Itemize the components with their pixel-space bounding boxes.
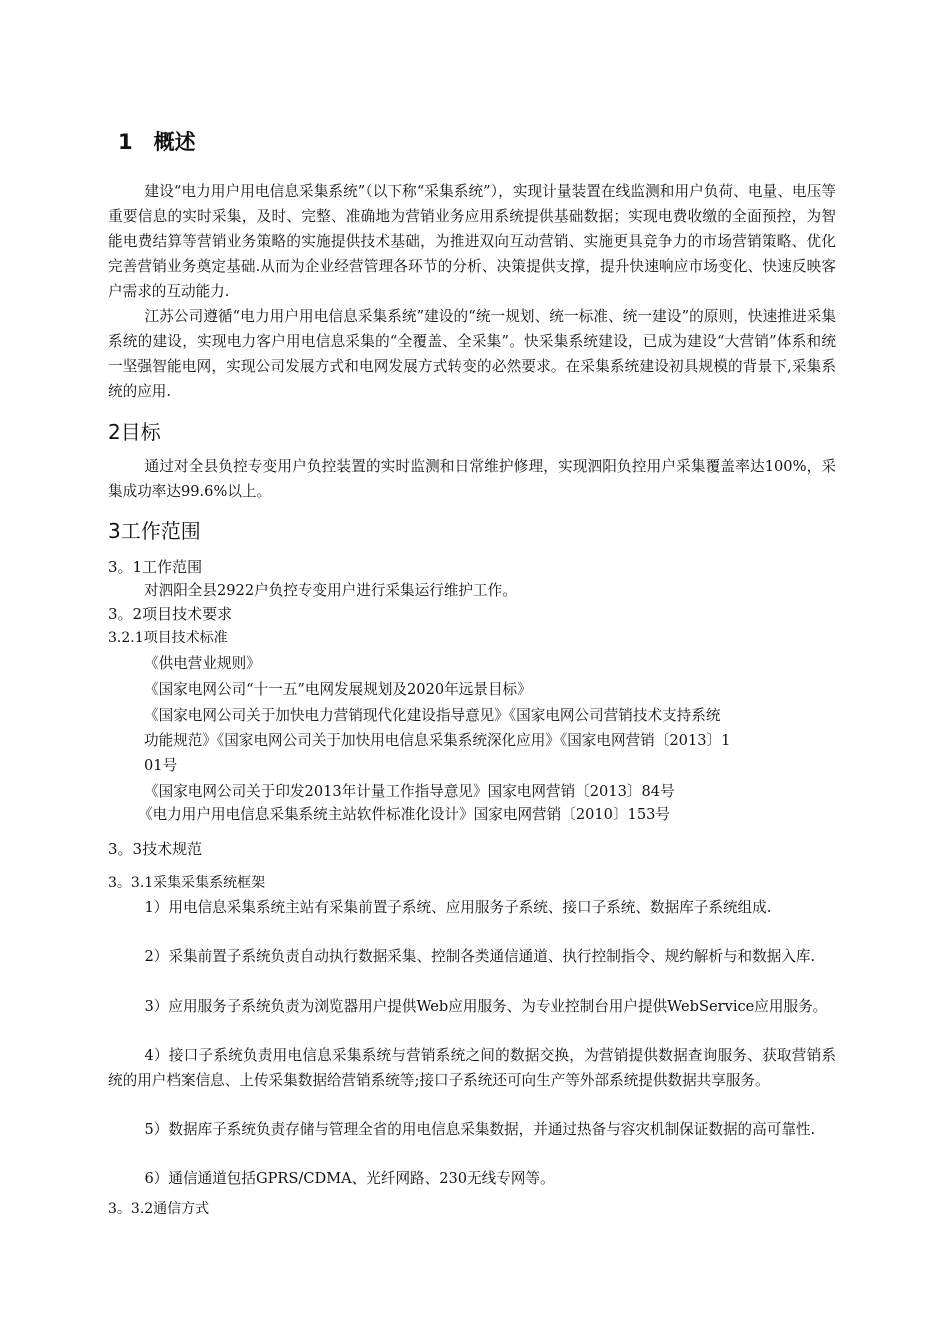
subsection-3-1-heading: 3。1工作范围 (108, 558, 203, 576)
subsection-3-2-heading: 3。2项目技术要求 (108, 605, 233, 623)
framework-item-2: 2）采集前置子系统负责自动执行数据采集、控制各类通信通道、执行控制指令、规约解析与和数据入库. (144, 948, 816, 965)
section-1-paragraph-2: 江苏公司遵循“电力用户用电信息采集系统”建设的“统一规划、统一标准、统一建设”的原则，快速推进采集系统的建设，实现电力客户用电信息采集的“全覆盖、全采集”。快采集系统建设，已成为建设“大营销”体系和统一坚强智能电网，实现公司发展方式和电网发展方式转变的必然要求。在采集系统建设初具规模的背景下,采集系统的应用. (108, 308, 836, 400)
standard-item-continued: 功能规范》《国家电网公司关于加快用电信息采集系统深化应用》《国家电网营销〔2013〕1 (144, 732, 731, 749)
standard-item: 《供电营业规则》 (144, 655, 261, 672)
framework-item-5: 5）数据库子系统负责存储与管理全省的用电信息采集数据，并通过热备与容灾机制保证数据的高可靠性. (144, 1121, 816, 1138)
standard-item: 《国家电网公司关于加快电力营销现代化建设指导意见》《国家电网公司营销技术支持系统 (144, 707, 721, 724)
section-2-paragraph: 通过对全县负控专变用户负控装置的实时监测和日常维护修理，实现泗阳负控用户采集覆盖率达100%，采集成功率达99.6%以上。 (108, 458, 836, 500)
subsection-3-3-1-heading: 3。3.1采集采集系统框架 (108, 875, 266, 891)
section-1-heading: 1 概述 (118, 130, 196, 154)
framework-item-4: 4）接口子系统负责用电信息采集系统与营销系统之间的数据交换，为营销提供数据查询服务、获取营销系统的用户档案信息、上传采集数据给营销系统等;接口子系统还可向生产等外部系统提供数据共享服务。 (108, 1047, 836, 1089)
section-3-heading: 3工作范围 (108, 519, 201, 543)
standard-item: 《国家电网公司关于印发2013年计量工作指导意见》国家电网营销〔2013〕84号 (144, 783, 675, 800)
standard-item: 《电力用户用电信息采集系统主站软件标准化设计》国家电网营销〔2010〕153号 (138, 806, 670, 823)
section-2-heading: 2目标 (108, 420, 161, 444)
framework-item-1: 1）用电信息采集系统主站有采集前置子系统、应用服务子系统、接口子系统、数据库子系统组成. (144, 899, 772, 916)
subsection-3-1-text: 对泗阳全县2922户负控专变用户进行采集运行维护工作。 (144, 582, 517, 599)
subsection-3-3-heading: 3。3技术规范 (108, 840, 203, 858)
section-1-paragraph-1: 建设“电力用户用电信息采集系统”（以下称“采集系统”），实现计量装置在线监测和用户负荷、电量、电压等重要信息的实时采集，及时、完整、准确地为营销业务应用系统提供基础数据；实现电费收缴的全面预控，为智能电费结算等营销业务策略的实施提供技术基础，为推进双向互动营销、实施更具竞争力的市场营销策略、优化完善营销业务奠定基础.从而为企业经营管理各环节的分析、决策提供支撑，提升快速响应市场变化、快速反映客户需求的互动能力. (108, 183, 836, 300)
framework-item-3: 3）应用服务子系统负责为浏览器用户提供Web应用服务、为专业控制台用户提供WebService应用服务。 (144, 998, 828, 1015)
standard-item: 《国家电网公司“十一五”电网发展规划及2020年远景目标》 (144, 681, 532, 698)
framework-item-6: 6）通信通道包括GPRS/CDMA、光纤网路、230无线专网等。 (144, 1170, 555, 1187)
subsection-3-3-2-heading: 3。3.2通信方式 (108, 1201, 210, 1217)
standard-item-continued: 01号 (144, 757, 178, 774)
subsection-3-2-1-heading: 3.2.1项目技术标准 (108, 630, 228, 646)
